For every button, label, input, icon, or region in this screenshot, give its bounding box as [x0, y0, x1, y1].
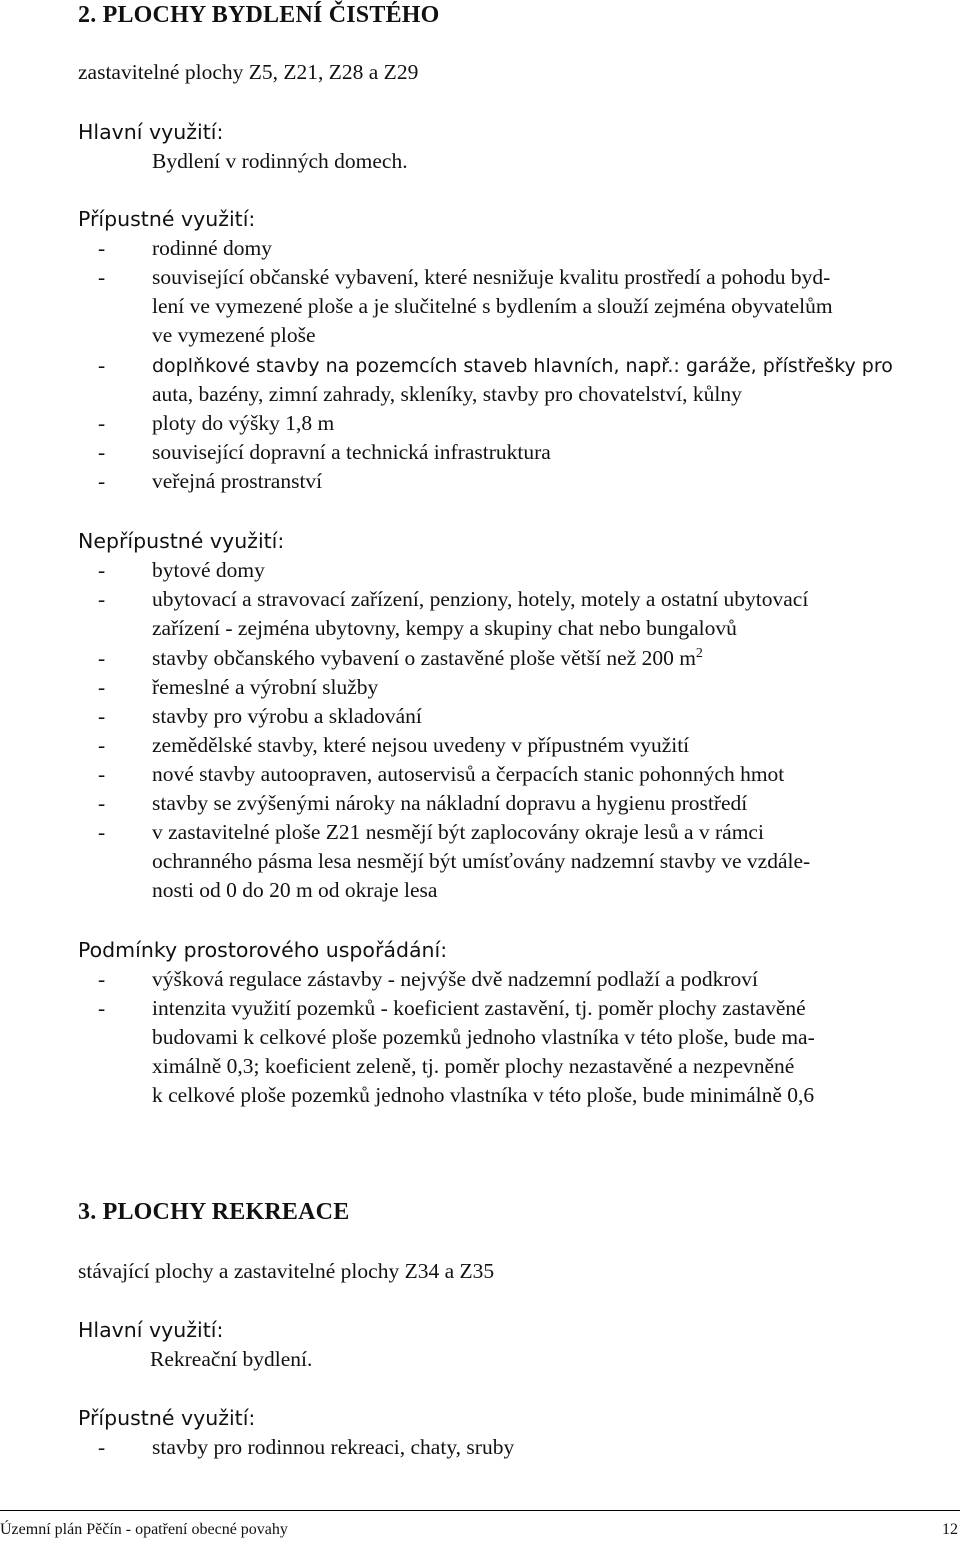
list-bullet: - [98, 967, 106, 991]
list-bullet: - [98, 558, 106, 582]
list-item: výšková regulace zástavby - nejvýše dvě nadzemní podlaží a podkroví [152, 967, 758, 991]
list-item-continuation: budovami k celkové ploše pozemků jednoho vlastníka v této ploše, bude ma- [152, 1025, 815, 1049]
forbidden-use-label: Nepřípustné využití: [78, 529, 285, 553]
list-item: stavby se zvýšenými nároky na nákladní dopravu a hygienu prostředí [152, 791, 748, 815]
list-bullet: - [98, 587, 106, 611]
list-item-text: stavby občanského vybavení o zastavěné ploše větší než 200 m [152, 646, 696, 671]
allowed-use-label: Přípustné využití: [78, 1406, 256, 1430]
list-item: v zastavitelné ploše Z21 nesmějí být zaplocovány okraje lesů a v rámci [152, 820, 764, 844]
conditions-label: Podmínky prostorového uspořádání: [78, 938, 448, 962]
list-item: řemeslné a výrobní služby [152, 675, 379, 699]
list-item-continuation: ve vymezené ploše [152, 323, 316, 347]
list-item: zemědělské stavby, které nejsou uvedeny v přípustném využití [152, 733, 690, 757]
list-bullet: - [98, 265, 106, 289]
list-item-continuation: ochranného pásma lesa nesmějí být umísťovány nadzemní stavby ve vzdále- [152, 849, 811, 873]
list-item-continuation: lení ve vymezené ploše a je slučitelné s bydlením a slouží zejména obyvatelům [152, 294, 833, 318]
list-item-continuation: zařízení - zejména ubytovny, kempy a skupiny chat nebo bungalovů [152, 616, 737, 640]
main-use-text: Bydlení v rodinných domech. [152, 149, 408, 173]
section-subtitle: zastavitelné plochy Z5, Z21, Z28 a Z29 [78, 60, 419, 84]
list-bullet: - [98, 1435, 106, 1459]
list-item: ubytovací a stravovací zařízení, penziony, hotely, motely a ostatní ubytovací [152, 587, 809, 611]
list-item: veřejná prostranství [152, 469, 323, 493]
list-bullet: - [98, 411, 106, 435]
list-bullet: - [98, 646, 106, 670]
list-bullet: - [98, 675, 106, 699]
main-use-text: Rekreační bydlení. [150, 1347, 313, 1371]
main-use-label: Hlavní využití: [78, 120, 224, 144]
list-bullet: - [98, 236, 106, 260]
list-item: bytové domy [152, 558, 265, 582]
list-item-continuation: k celkové ploše pozemků jednoho vlastníka v této ploše, bude minimálně 0,6 [152, 1083, 815, 1107]
list-bullet: - [98, 820, 106, 844]
list-bullet: - [98, 469, 106, 493]
section-heading: 3. PLOCHY REKREACE [78, 1199, 350, 1225]
list-item: stavby pro výrobu a skladování [152, 704, 422, 728]
page-number: 12 [942, 1521, 958, 1538]
list-item-continuation: ximálně 0,3; koeficient zeleně, tj. poměr plochy nezastavěné a nezpevněné [152, 1054, 795, 1078]
list-bullet: - [98, 996, 106, 1020]
list-item [152, 646, 703, 671]
list-item: nové stavby autoopraven, autoservisů a čerpacích stanic pohonných hmot [152, 762, 785, 786]
list-item: související dopravní a technická infrastruktura [152, 440, 551, 464]
footer-divider [0, 1510, 960, 1511]
list-bullet: - [98, 791, 106, 815]
section-subtitle: stávající plochy a zastavitelné plochy Z34 a Z35 [78, 1259, 495, 1283]
list-item-continuation: auta, bazény, zimní zahrady, skleníky, stavby pro chovatelství, kůlny [152, 382, 742, 406]
list-bullet: - [98, 762, 106, 786]
allowed-use-label: Přípustné využití: [78, 207, 256, 231]
footer-title: Územní plán Pěčín - opatření obecné povahy [0, 1521, 288, 1538]
list-item: ploty do výšky 1,8 m [152, 411, 335, 435]
superscript: 2 [695, 646, 703, 661]
list-item: rodinné domy [152, 236, 273, 260]
main-use-label: Hlavní využití: [78, 1318, 224, 1342]
list-item: doplňkové stavby na pozemcích staveb hlavních, např.: garáže, přístřešky pro [152, 355, 893, 377]
section-heading: 2. PLOCHY BYDLENÍ ČISTÉHO [78, 2, 440, 28]
list-item: související občanské vybavení, které nesnižuje kvalitu prostředí a pohodu byd- [152, 265, 831, 289]
list-bullet: - [98, 353, 106, 377]
list-bullet: - [98, 704, 106, 728]
list-bullet: - [98, 440, 106, 464]
list-bullet: - [98, 733, 106, 757]
list-item: stavby pro rodinnou rekreaci, chaty, sruby [152, 1435, 515, 1459]
list-item-continuation: nosti od 0 do 20 m od okraje lesa [152, 878, 438, 902]
list-item: intenzita využití pozemků - koeficient zastavění, tj. poměr plochy zastavěné [152, 996, 806, 1020]
